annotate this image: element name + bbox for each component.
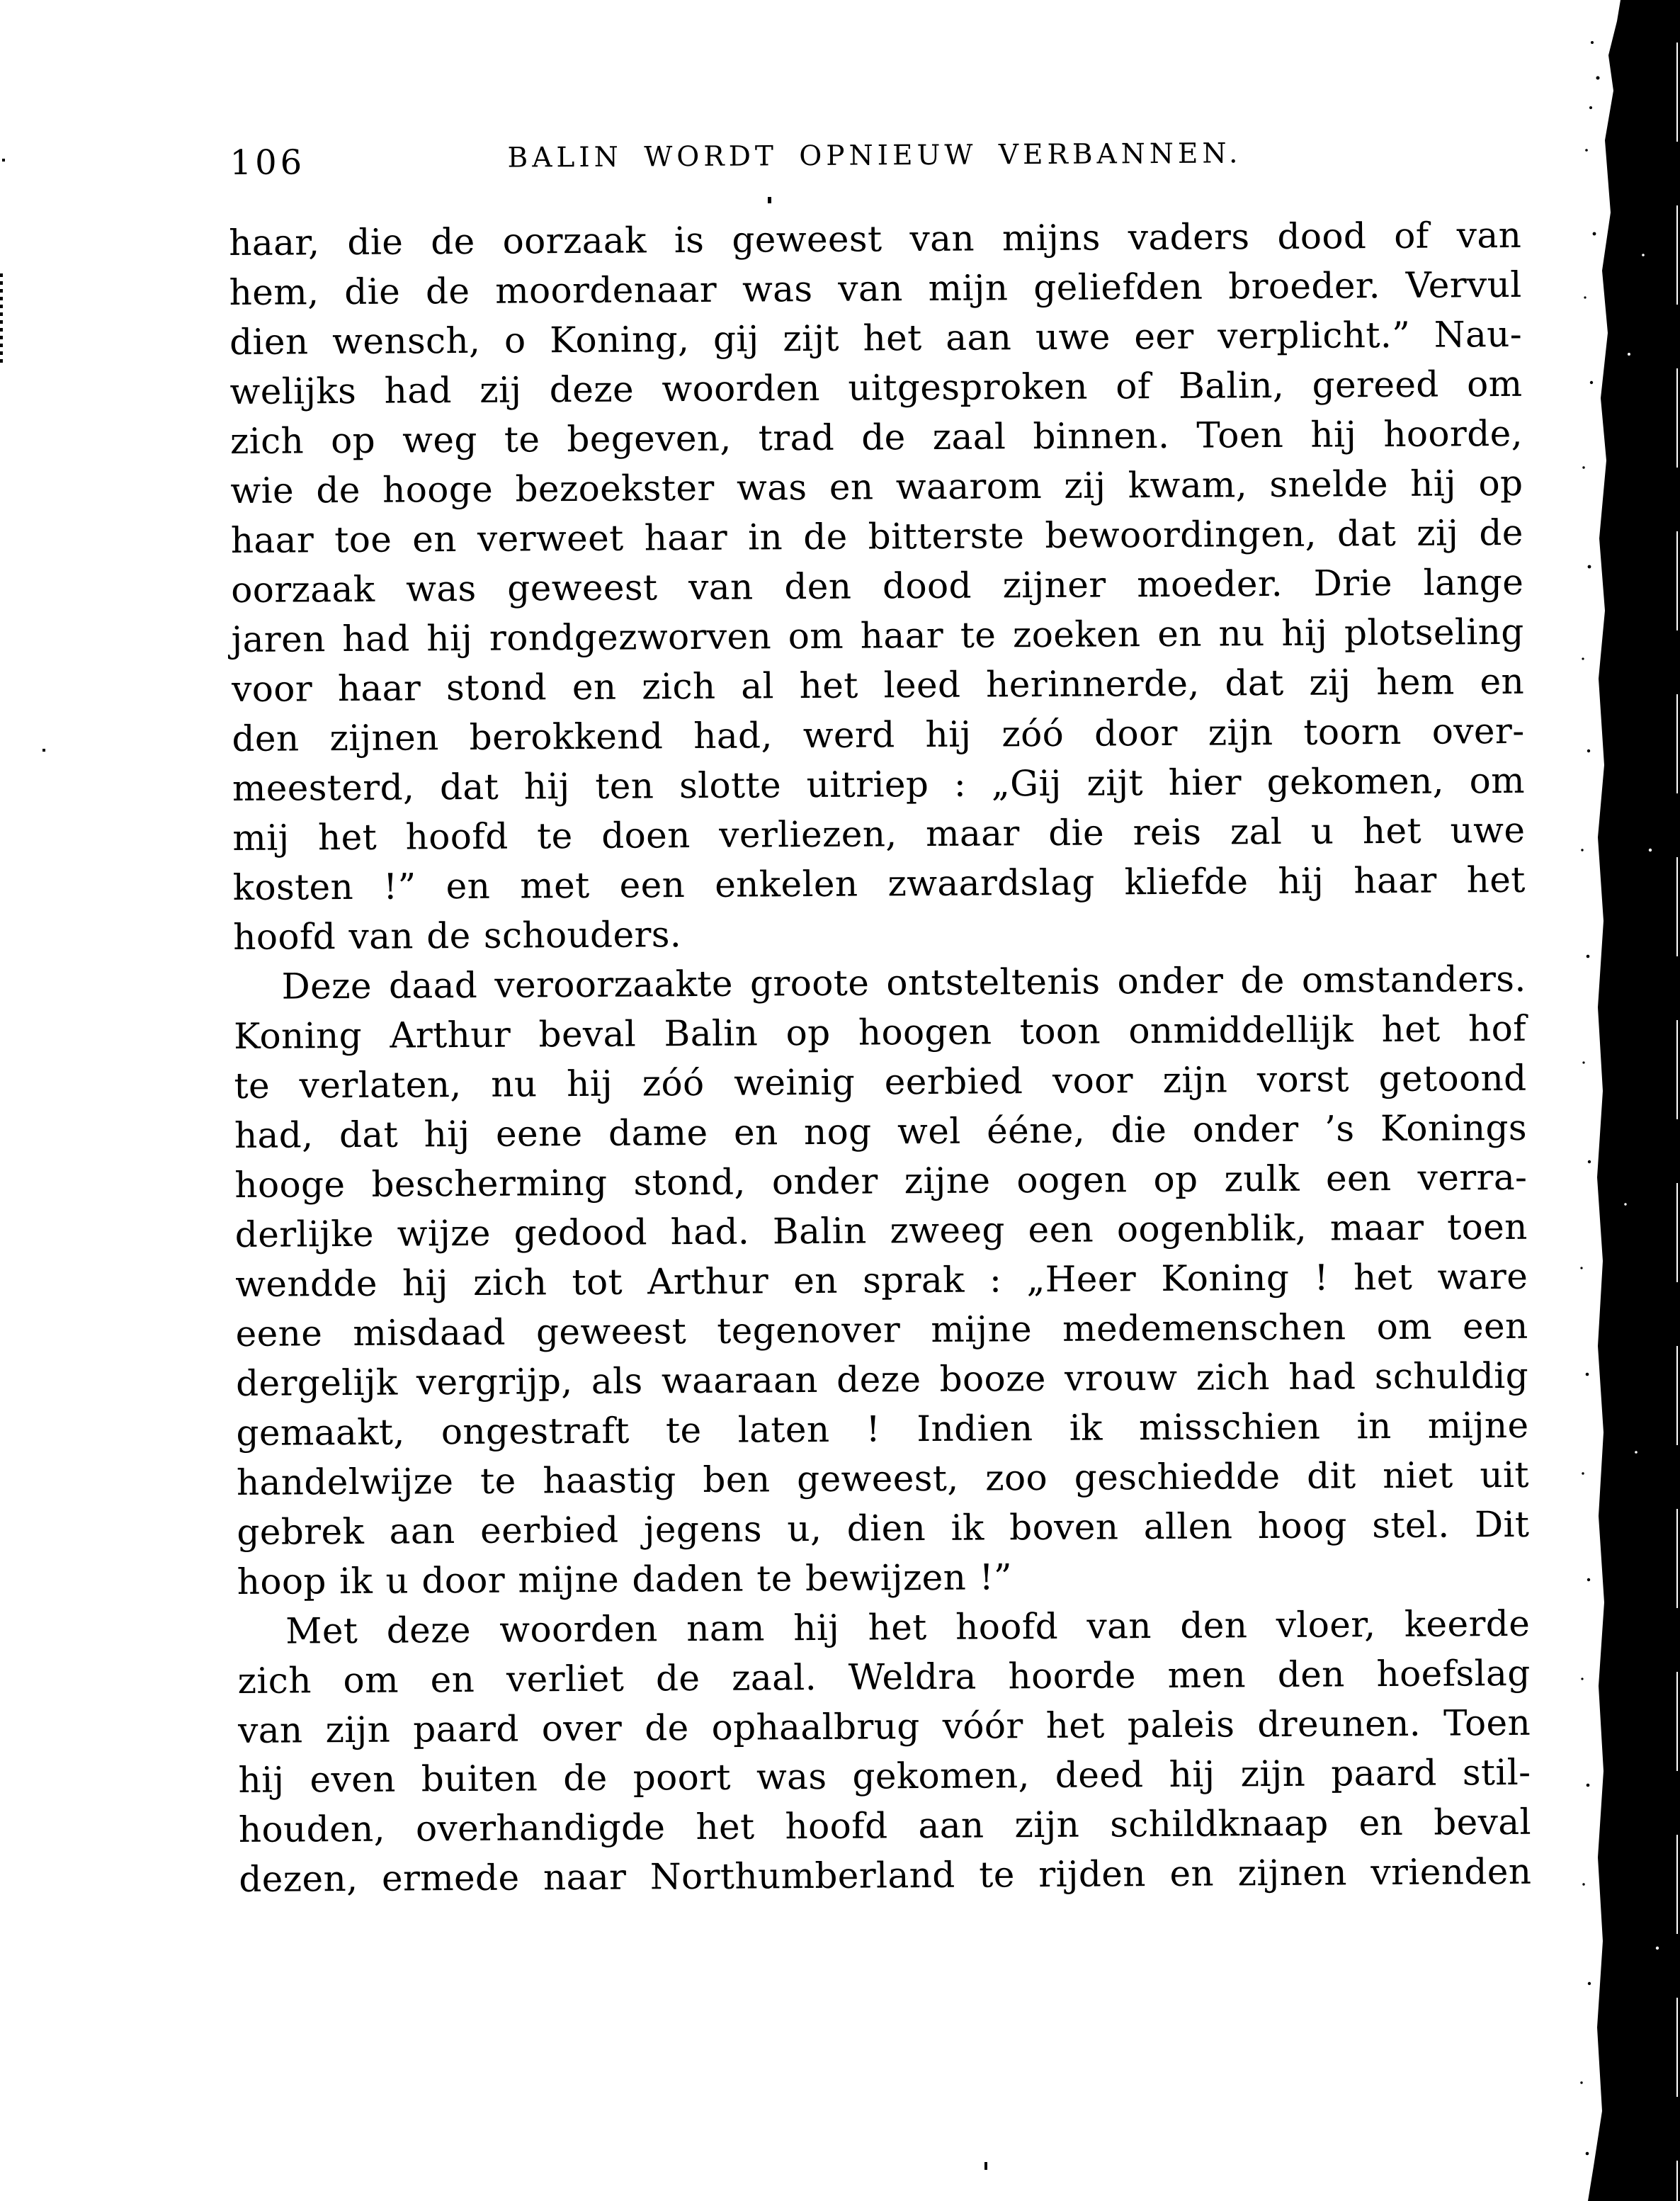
text-line: zich op weg te begeven, trad de zaal binnen. Toen hij hoorde,: [229, 412, 1523, 463]
text-line: hooge bescherming stond, onder zijne oogen op zulk een verra-: [234, 1156, 1528, 1206]
text-line: houden, overhandigde het hoofd aan zijn schildknaap en beval: [238, 1801, 1532, 1850]
text-line: welijks had zij deze woorden uitgesproken of Balin, gereed om: [229, 363, 1523, 413]
text-line: Koning Arthur beval Balin op hoogen toon onmiddellijk het hof: [233, 1007, 1527, 1057]
binding-shadow: [1574, 0, 1680, 2201]
text-line: eene misdaad geweest tegenover mijne medemenschen om een: [235, 1305, 1528, 1354]
text-line: mij het hoofd te doen verliezen, maar die reis zal u het uwe: [232, 809, 1526, 859]
text-line: hij even buiten de poort was gekomen, deed hij zijn paard stil-: [238, 1751, 1531, 1801]
ink-speck: [984, 2162, 987, 2170]
text-line: handelwijze te haastig ben geweest, zoo geschiedde dit niet uit: [236, 1454, 1530, 1503]
text-line: haar toe en verweet haar in de bitterste bewoordingen, dat zij de: [230, 511, 1523, 562]
text-line: dezen, ermede naar Northumberland te rijden en zijnen vrienden: [239, 1850, 1532, 1900]
text-line: Met deze woorden nam hij het hoofd van den vloer, keerde: [285, 1602, 1531, 1652]
text-line: van zijn paard over de ophaalbrug vóór het paleis dreunen. Toen: [237, 1702, 1531, 1751]
text-line: voor haar stond en zich al het leed herinnerde, dat zij hem en: [231, 660, 1525, 711]
text-line: had, dat hij eene dame en nog wel ééne, die onder ’s Konings: [234, 1107, 1528, 1156]
text-line: hoop ik u door mijne daden te bewijzen !”: [237, 1556, 1013, 1602]
ink-speck: [2, 159, 5, 162]
text-line: oorzaak was geweest van den dood zijner moeder. Drie lange: [231, 561, 1524, 611]
text-line: hoofd van de schouders.: [233, 914, 682, 958]
text-line: kosten !” en met een enkelen zwaardslag kliefde hij haar het: [232, 859, 1526, 909]
text-block: [228, 134, 1531, 1904]
scan-edge-dashes: [0, 273, 3, 363]
text-line: dien wensch, o Koning, gij zijt het aan uwe eer verplicht.” Nau-: [229, 313, 1523, 363]
text-line: derlijke wijze gedood had. Balin zweeg een oogenblik, maar toen: [234, 1206, 1528, 1255]
running-title: BALIN WORDT OPNIEUW VERBANNEN.: [507, 137, 1242, 174]
text-line: zich om en verliet de zaal. Weldra hoorde men den hoefslag: [237, 1652, 1531, 1702]
text-line: gebrek aan eerbied jegens u, dien ik boven allen hoog stel. Dit: [237, 1503, 1530, 1553]
ink-speck: [42, 749, 45, 752]
text-line: haar, die de oorzaak is geweest van mijns vaders dood of van: [229, 214, 1522, 264]
text-line: jaren had hij rondgezworven om haar te zoeken en nu hij plotseling: [231, 611, 1524, 661]
text-line: hem, die de moordenaar was van mijn geliefden broeder. Vervul: [229, 264, 1522, 314]
page-header: [228, 134, 1521, 186]
text-line: wie de hooge bezoekster was en waarom zij kwam, snelde hij op: [230, 462, 1523, 512]
text-line: Deze daad veroorzaakte groote ontsteltenis onder de omstanders.: [281, 958, 1526, 1007]
text-line: gemaakt, ongestraft te laten ! Indien ik misschien in mijne: [236, 1404, 1529, 1454]
ink-speck: [768, 197, 771, 203]
page-number: 106: [229, 142, 306, 183]
text-line: wendde hij zich tot Arthur en sprak : „Heer Koning ! het ware: [235, 1255, 1528, 1305]
body-text: [229, 210, 1532, 1904]
text-line: den zijnen berokkend had, werd hij zóó door zijn toorn over-: [232, 710, 1525, 760]
text-line: dergelijk vergrijp, als waaraan deze booze vrouw zich had schuldig: [235, 1354, 1529, 1404]
text-line: meesterd, dat hij ten slotte uitriep : „Gij zijt hier gekomen, om: [232, 759, 1526, 810]
text-line: te verlaten, nu hij zóó weinig eerbied voor zijn vorst getoond: [234, 1057, 1527, 1107]
